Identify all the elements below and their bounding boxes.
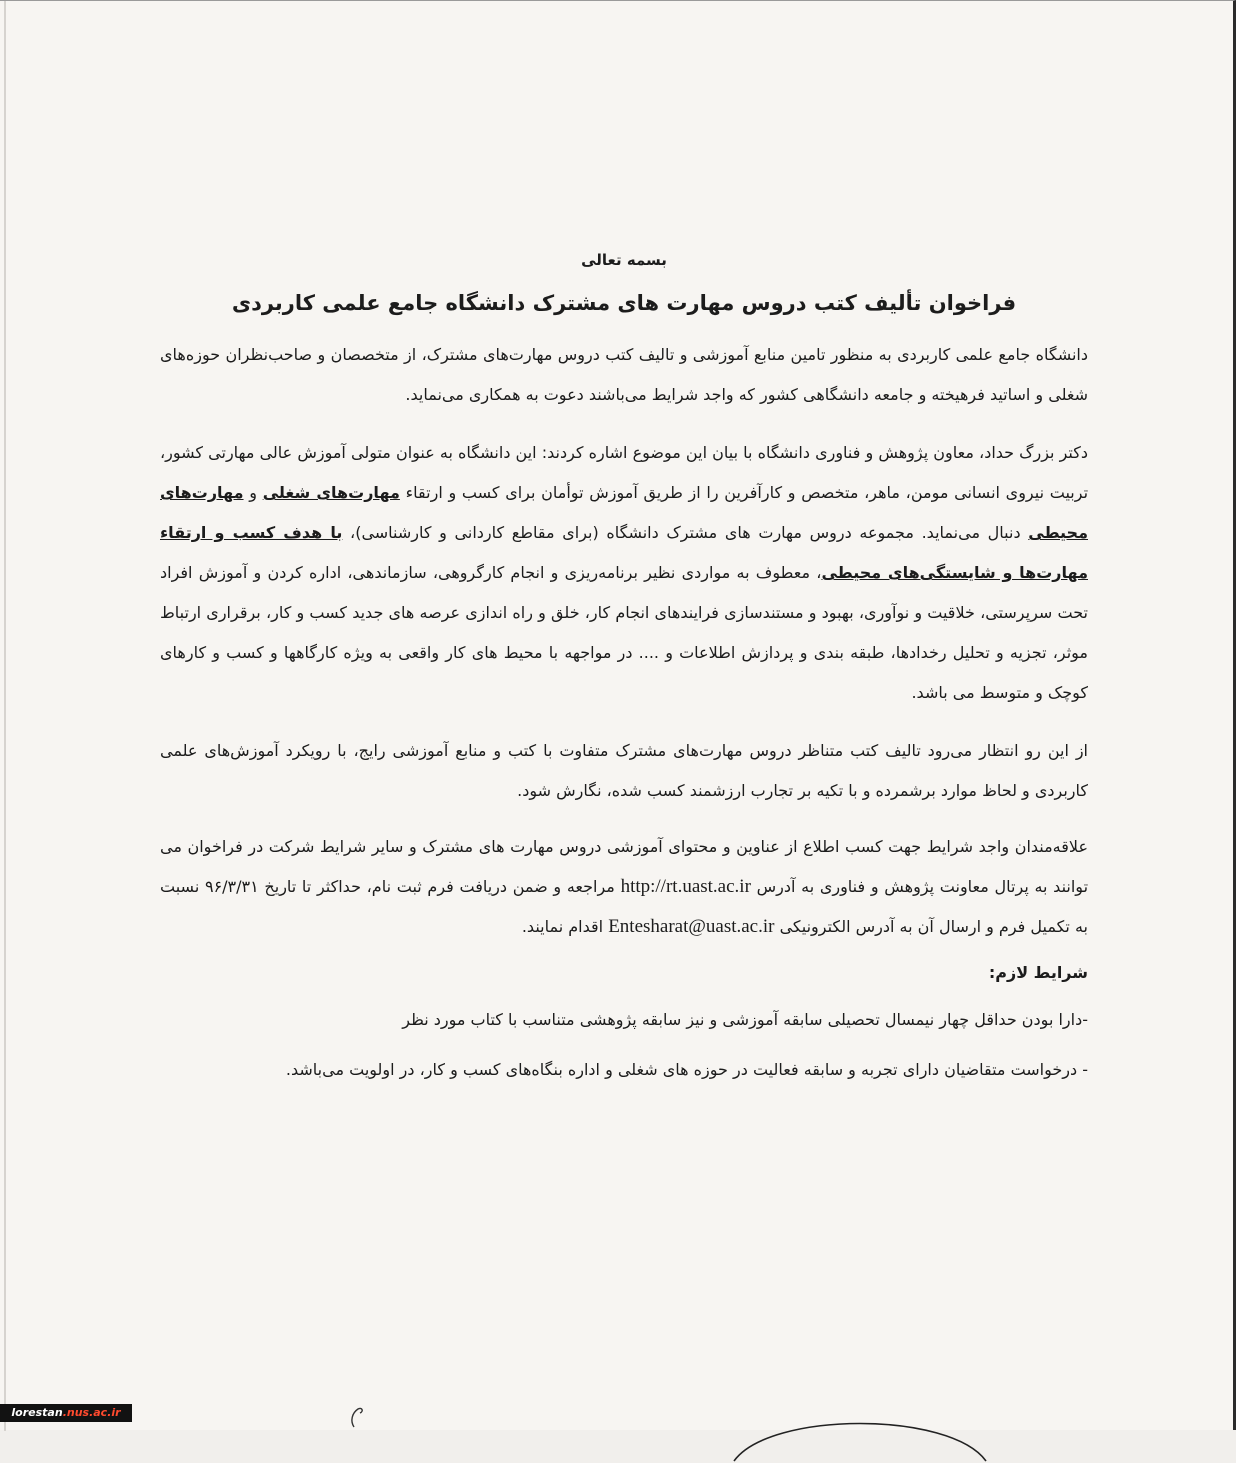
- underlined-job-skills: مهارت‌های شغلی: [262, 483, 400, 502]
- p2-text-a: دکتر بزرگ حداد، معاون پژوهش و فناوری دانشگاه با بیان این موضوع اشاره کردند: این دانشگاه به عنوان متولی آموزش عالی مهارتی کشور، تربیت نیروی انسانی مومن، ماهر، متخصص و کارآفرین را از طریق آموزش توأمان برای کسب و ارتقاء: [160, 443, 1089, 502]
- underlined-goal-phrase: با هدف کسب و ارتقاء مهارت‌ها و شایستگی‌های محیطی: [160, 523, 1088, 582]
- pen-mark-icon: [340, 1401, 370, 1429]
- p4-text-a: علاقه‌مندان واجد شرایط جهت کسب اطلاع از عناوین و محتوای آموزشی دروس مهارت های مشترک و سایر شرایط شرکت در فراخوان می توانند به پرتال معاونت پژوهش و فناوری به آدرس: [160, 837, 1089, 896]
- p4-text-c: اقدام نمایند.: [521, 917, 604, 936]
- p2-text-b: و: [249, 483, 257, 502]
- heading-basmala: بسمه تعالی: [581, 251, 667, 269]
- p2-text-d: ، معطوف به مواردی نظیر برنامه‌ریزی و انجام کارگروهی، سازماندهی، اداره کردن و آموزش افراد تحت سرپرستی، خلاقیت و نوآوری، بهبود و مستندسازی فرایندهای انجام کار، خلق و راه اندازی عرصه های جدید کسب و کار، برقراری ارتباط موثر، تجزیه و تحلیل رخدادها، طبقه بندی و پردازش اطلاعات و .... در مواجهه با محیط های کار واقعی به ویژه کارگاهها و کسب و کارهای کوچک و متوسط می باشد.: [160, 563, 1088, 702]
- page-edge: [4, 1, 6, 1431]
- site-watermark-badge[interactable]: [0, 1404, 132, 1422]
- document-title: فراخوان تألیف کتب دروس مهارت های مشترک دانشگاه جامع علمی کاربردی: [231, 291, 1017, 315]
- document-body: [160, 251, 1088, 1100]
- p2-text-c: دنبال می‌نماید. مجموعه دروس مهارت های مشترک دانشگاه (برای مقاطع کاردانی و کارشناسی)،: [350, 523, 1021, 542]
- site-suffix: .nus.ac.ir: [62, 1406, 121, 1419]
- email-address-link[interactable]: Entesharat@uast.ac.ir: [608, 916, 775, 937]
- site-name: lorestan: [11, 1406, 63, 1419]
- paragraph-intro: دانشگاه جامع علمی کاربردی به منظور تامین منابع آموزشی و تالیف کتب دروس مهارت‌های مشترک، از متخصصان و صاحب‌نظران حوزه‌های شغلی و اساتید فرهیخته و جامعه دانشگاهی کشور که واجد شرایط می‌باشند دعوت به همکاری می‌نماید.: [160, 345, 1088, 404]
- stamp-arc-icon: [730, 1403, 990, 1463]
- paragraph-instructions: [160, 827, 1088, 947]
- portal-url-link[interactable]: http://rt.uast.ac.ir: [620, 876, 751, 897]
- underlined-environmental-skills: مهارت‌های محیطی: [160, 483, 1088, 542]
- requirement-item: - درخواست متقاضیان دارای تجربه و سابقه فعالیت در حوزه های شغلی و اداره بنگاه‌های کسب و کار، در اولویت می‌باشد.: [285, 1060, 1088, 1079]
- paragraph-expectation: از این رو انتظار می‌رود تالیف کتب متناظر دروس مهارت‌های مشترک متفاوت با کتب و منابع آموزشی رایج، با رویکرد آموزش‌های علمی کاربردی و لحاظ موارد برشمرده و با تکیه بر تجارب ارزشمند کسب شده، نگارش شود.: [160, 741, 1088, 800]
- p4-text-b: مراجعه و ضمن دریافت فرم ثبت نام، حداکثر تا تاریخ ۹۶/۳/۳۱ نسبت به تکمیل فرم و ارسال آن به آدرس الکترونیکی: [160, 877, 1088, 936]
- requirement-item: -دارا بودن حداقل چهار نیمسال تحصیلی سابقه آموزشی و نیز سابقه پژوهشی متناسب با کتاب مورد نظر: [402, 1010, 1088, 1029]
- paragraph-deputy-statement: [160, 433, 1088, 713]
- requirements-title: شرایط لازم:: [988, 963, 1088, 982]
